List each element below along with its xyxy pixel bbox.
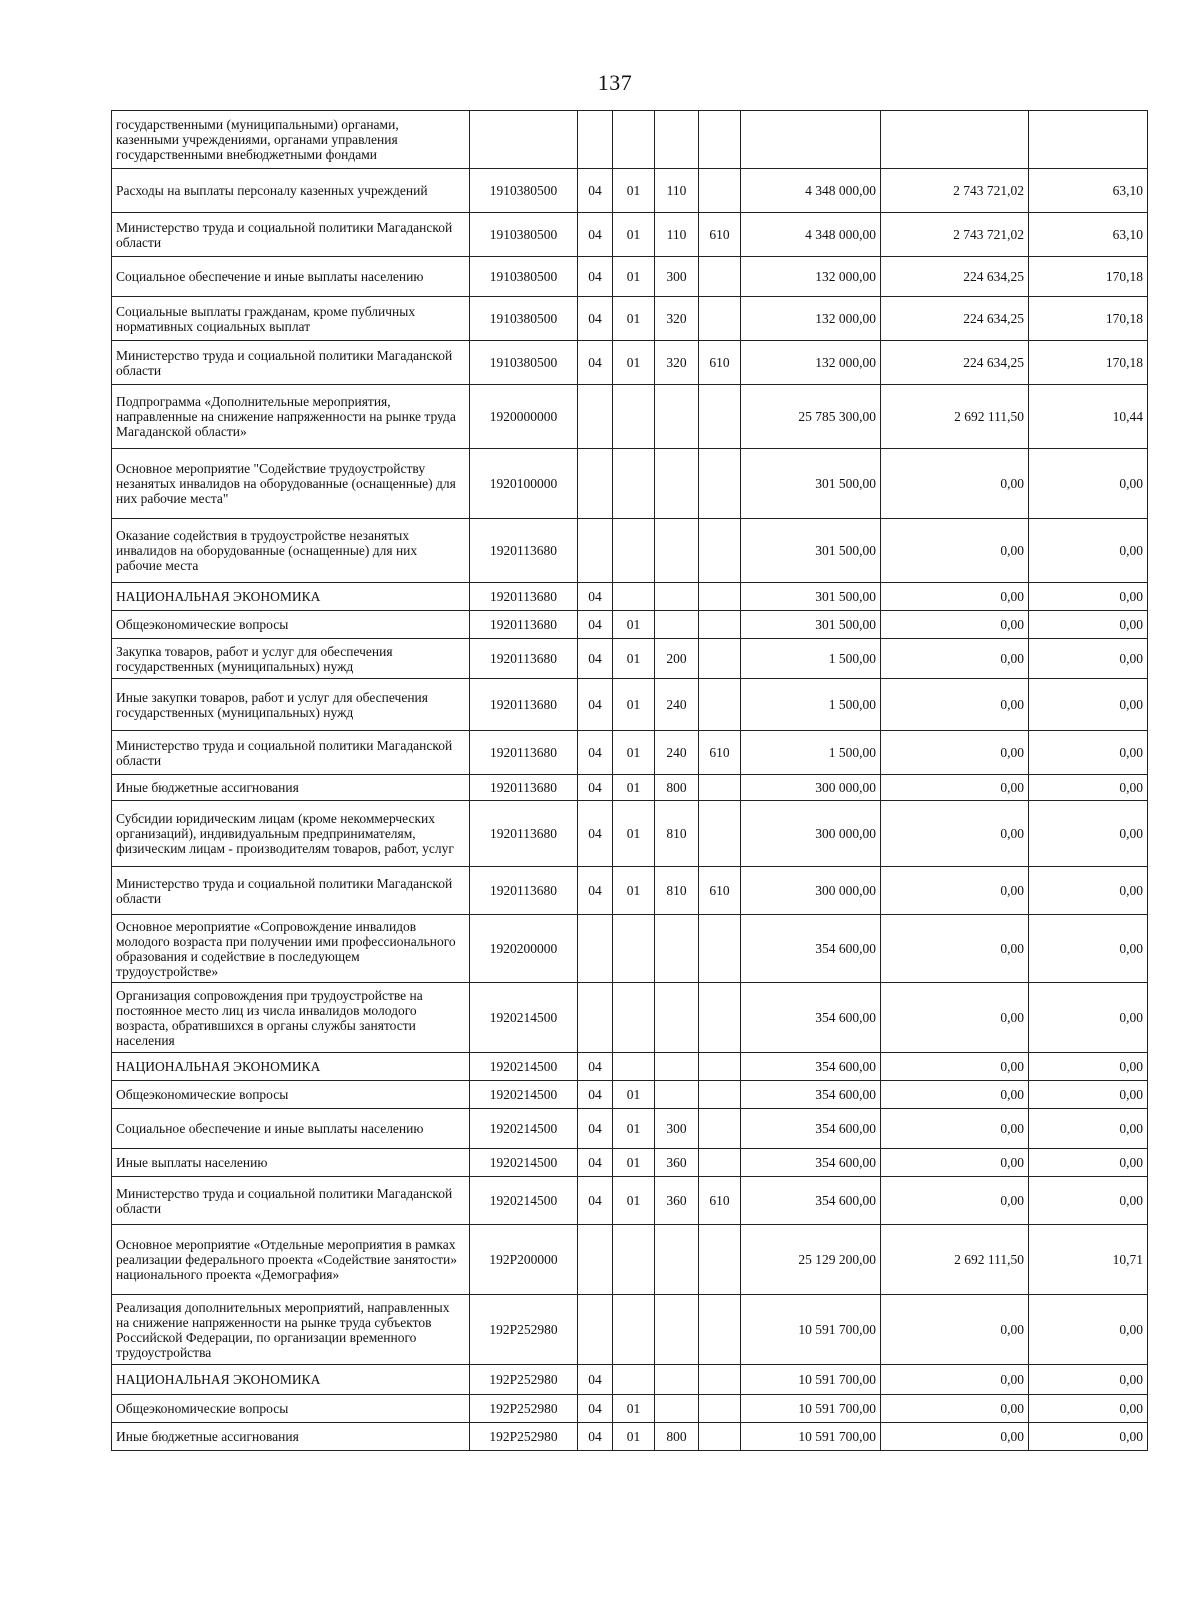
subsection-code — [613, 1295, 655, 1365]
subsection-code: 01 — [613, 341, 655, 385]
subsection-code: 01 — [613, 1177, 655, 1225]
subsection-code — [613, 385, 655, 449]
execution-percent: 170,18 — [1029, 257, 1148, 297]
table-row — [112, 731, 1148, 775]
table-row — [112, 583, 1148, 611]
department-code — [699, 775, 741, 801]
section-code — [578, 1225, 613, 1295]
department-code — [699, 297, 741, 341]
target-article-code — [470, 111, 578, 169]
plan-amount: 132 000,00 — [741, 257, 881, 297]
subsection-code: 01 — [613, 731, 655, 775]
row-name: Министерство труда и социальной политики Магаданской области — [112, 341, 470, 385]
subsection-code — [613, 111, 655, 169]
plan-amount: 301 500,00 — [741, 519, 881, 583]
expense-type-code: 110 — [655, 213, 699, 257]
target-article-code: 1920113680 — [470, 639, 578, 679]
execution-percent: 0,00 — [1029, 1109, 1148, 1149]
target-article-code: 192P252980 — [470, 1295, 578, 1365]
expense-type-code: 360 — [655, 1149, 699, 1177]
table-row — [112, 449, 1148, 519]
section-code: 04 — [578, 1365, 613, 1395]
subsection-code: 01 — [613, 257, 655, 297]
row-name: НАЦИОНАЛЬНАЯ ЭКОНОМИКА — [112, 1365, 470, 1395]
table-row — [112, 213, 1148, 257]
actual-amount: 0,00 — [881, 801, 1029, 867]
subsection-code: 01 — [613, 867, 655, 915]
section-code: 04 — [578, 731, 613, 775]
table-body — [112, 111, 1148, 1451]
target-article-code: 1920113680 — [470, 519, 578, 583]
section-code — [578, 983, 613, 1053]
expense-type-code: 320 — [655, 341, 699, 385]
execution-percent: 10,44 — [1029, 385, 1148, 449]
department-code — [699, 257, 741, 297]
expense-type-code — [655, 385, 699, 449]
target-article-code: 1920113680 — [470, 731, 578, 775]
plan-amount: 301 500,00 — [741, 583, 881, 611]
table-row — [112, 297, 1148, 341]
subsection-code: 01 — [613, 679, 655, 731]
table-row — [112, 1053, 1148, 1081]
subsection-code: 01 — [613, 1081, 655, 1109]
row-name: Иные закупки товаров, работ и услуг для обеспечения государственных (муниципальных) нужд — [112, 679, 470, 731]
row-name: Социальное обеспечение и иные выплаты населению — [112, 1109, 470, 1149]
row-name: Оказание содействия в трудоустройстве незанятых инвалидов на оборудованные (оснащенные) для них рабочие места — [112, 519, 470, 583]
execution-percent: 0,00 — [1029, 915, 1148, 983]
row-name: Министерство труда и социальной политики Магаданской области — [112, 731, 470, 775]
row-name: Общеэкономические вопросы — [112, 1395, 470, 1423]
target-article-code: 1920214500 — [470, 983, 578, 1053]
table-row — [112, 1177, 1148, 1225]
subsection-code — [613, 519, 655, 583]
plan-amount: 354 600,00 — [741, 1081, 881, 1109]
actual-amount: 0,00 — [881, 1053, 1029, 1081]
target-article-code: 1920113680 — [470, 801, 578, 867]
row-name: Подпрограмма «Дополнительные мероприятия, направленные на снижение напряженности на рынке труда Магаданской области» — [112, 385, 470, 449]
page-number: 137 — [597, 70, 633, 95]
table-row — [112, 1225, 1148, 1295]
execution-percent — [1029, 111, 1148, 169]
subsection-code: 01 — [613, 1109, 655, 1149]
subsection-code: 01 — [613, 1149, 655, 1177]
department-code — [699, 983, 741, 1053]
section-code: 04 — [578, 297, 613, 341]
execution-percent: 0,00 — [1029, 679, 1148, 731]
expense-type-code — [655, 111, 699, 169]
actual-amount: 0,00 — [881, 519, 1029, 583]
target-article-code: 1920113680 — [470, 867, 578, 915]
expense-type-code: 810 — [655, 867, 699, 915]
execution-percent: 0,00 — [1029, 1295, 1148, 1365]
actual-amount: 2 692 111,50 — [881, 385, 1029, 449]
department-code — [699, 801, 741, 867]
execution-percent: 0,00 — [1029, 867, 1148, 915]
section-code: 04 — [578, 801, 613, 867]
expense-type-code: 240 — [655, 731, 699, 775]
department-code — [699, 1053, 741, 1081]
expense-type-code — [655, 915, 699, 983]
expense-type-code: 810 — [655, 801, 699, 867]
plan-amount: 4 348 000,00 — [741, 213, 881, 257]
expense-type-code: 300 — [655, 257, 699, 297]
table-row — [112, 983, 1148, 1053]
actual-amount: 0,00 — [881, 1177, 1029, 1225]
expense-type-code — [655, 583, 699, 611]
target-article-code: 1920000000 — [470, 385, 578, 449]
row-name: Основное мероприятие «Сопровождение инвалидов молодого возраста при получении ими профессионального образования и содействие в последующем трудоустройстве» — [112, 915, 470, 983]
actual-amount: 0,00 — [881, 1295, 1029, 1365]
target-article-code: 1920200000 — [470, 915, 578, 983]
target-article-code: 192P252980 — [470, 1423, 578, 1451]
table-row — [112, 1365, 1148, 1395]
section-code: 04 — [578, 867, 613, 915]
budget-table — [111, 110, 1148, 1451]
department-code — [699, 1109, 741, 1149]
target-article-code: 1910380500 — [470, 297, 578, 341]
row-name: Основное мероприятие "Содействие трудоустройству незанятых инвалидов на оборудованные (оснащенные) для них рабочие места" — [112, 449, 470, 519]
table-row — [112, 169, 1148, 213]
execution-percent: 0,00 — [1029, 519, 1148, 583]
section-code — [578, 915, 613, 983]
expense-type-code: 300 — [655, 1109, 699, 1149]
actual-amount: 0,00 — [881, 775, 1029, 801]
table-row — [112, 801, 1148, 867]
subsection-code: 01 — [613, 611, 655, 639]
execution-percent: 63,10 — [1029, 213, 1148, 257]
row-name: Министерство труда и социальной политики Магаданской области — [112, 1177, 470, 1225]
subsection-code: 01 — [613, 169, 655, 213]
expense-type-code — [655, 1365, 699, 1395]
section-code: 04 — [578, 775, 613, 801]
subsection-code — [613, 983, 655, 1053]
execution-percent: 0,00 — [1029, 639, 1148, 679]
section-code: 04 — [578, 257, 613, 297]
target-article-code: 1920214500 — [470, 1177, 578, 1225]
section-code: 04 — [578, 1395, 613, 1423]
subsection-code: 01 — [613, 297, 655, 341]
plan-amount: 301 500,00 — [741, 449, 881, 519]
subsection-code: 01 — [613, 801, 655, 867]
target-article-code: 1920214500 — [470, 1109, 578, 1149]
plan-amount — [741, 111, 881, 169]
execution-percent: 0,00 — [1029, 1365, 1148, 1395]
table-row — [112, 639, 1148, 679]
section-code: 04 — [578, 1053, 613, 1081]
actual-amount: 0,00 — [881, 449, 1029, 519]
execution-percent: 0,00 — [1029, 1081, 1148, 1109]
plan-amount: 132 000,00 — [741, 341, 881, 385]
actual-amount: 0,00 — [881, 983, 1029, 1053]
department-code — [699, 519, 741, 583]
department-code — [699, 583, 741, 611]
target-article-code: 1910380500 — [470, 169, 578, 213]
execution-percent: 170,18 — [1029, 341, 1148, 385]
actual-amount: 224 634,25 — [881, 257, 1029, 297]
plan-amount: 10 591 700,00 — [741, 1295, 881, 1365]
execution-percent: 0,00 — [1029, 611, 1148, 639]
execution-percent: 0,00 — [1029, 583, 1148, 611]
table-row — [112, 519, 1148, 583]
expense-type-code: 800 — [655, 775, 699, 801]
department-code — [699, 111, 741, 169]
table-row — [112, 257, 1148, 297]
expense-type-code — [655, 449, 699, 519]
actual-amount: 224 634,25 — [881, 297, 1029, 341]
actual-amount: 0,00 — [881, 679, 1029, 731]
table-row — [112, 385, 1148, 449]
row-name: Министерство труда и социальной политики Магаданской области — [112, 213, 470, 257]
target-article-code: 1910380500 — [470, 257, 578, 297]
plan-amount: 300 000,00 — [741, 801, 881, 867]
execution-percent: 10,71 — [1029, 1225, 1148, 1295]
target-article-code: 1920113680 — [470, 583, 578, 611]
row-name: Иные бюджетные ассигнования — [112, 775, 470, 801]
row-name: Социальное обеспечение и иные выплаты населению — [112, 257, 470, 297]
row-name: Реализация дополнительных мероприятий, направленных на снижение напряженности на рынке труда субъектов Российской Федерации, по организации временного трудоустройства — [112, 1295, 470, 1365]
actual-amount: 0,00 — [881, 915, 1029, 983]
department-code — [699, 1395, 741, 1423]
department-code — [699, 1365, 741, 1395]
row-name: Общеэкономические вопросы — [112, 611, 470, 639]
table-row — [112, 915, 1148, 983]
expense-type-code — [655, 519, 699, 583]
row-name: НАЦИОНАЛЬНАЯ ЭКОНОМИКА — [112, 583, 470, 611]
expense-type-code — [655, 611, 699, 639]
subsection-code — [613, 915, 655, 983]
section-code: 04 — [578, 1423, 613, 1451]
subsection-code: 01 — [613, 639, 655, 679]
target-article-code: 1910380500 — [470, 341, 578, 385]
expense-type-code — [655, 1053, 699, 1081]
section-code — [578, 111, 613, 169]
department-code: 610 — [699, 213, 741, 257]
target-article-code: 1920214500 — [470, 1149, 578, 1177]
section-code: 04 — [578, 679, 613, 731]
subsection-code: 01 — [613, 1423, 655, 1451]
table-row — [112, 1295, 1148, 1365]
expense-type-code: 200 — [655, 639, 699, 679]
target-article-code: 1920113680 — [470, 679, 578, 731]
expense-type-code: 800 — [655, 1423, 699, 1451]
expense-type-code — [655, 1225, 699, 1295]
plan-amount: 300 000,00 — [741, 775, 881, 801]
execution-percent: 0,00 — [1029, 1149, 1148, 1177]
department-code — [699, 169, 741, 213]
plan-amount: 301 500,00 — [741, 611, 881, 639]
plan-amount: 10 591 700,00 — [741, 1395, 881, 1423]
plan-amount: 4 348 000,00 — [741, 169, 881, 213]
department-code — [699, 385, 741, 449]
table-row — [112, 1423, 1148, 1451]
department-code — [699, 639, 741, 679]
actual-amount — [881, 111, 1029, 169]
section-code — [578, 1295, 613, 1365]
table-row — [112, 611, 1148, 639]
plan-amount: 10 591 700,00 — [741, 1365, 881, 1395]
subsection-code — [613, 1225, 655, 1295]
department-code — [699, 1081, 741, 1109]
expense-type-code: 110 — [655, 169, 699, 213]
actual-amount: 2 743 721,02 — [881, 213, 1029, 257]
execution-percent: 0,00 — [1029, 731, 1148, 775]
plan-amount: 354 600,00 — [741, 983, 881, 1053]
section-code: 04 — [578, 1149, 613, 1177]
execution-percent: 0,00 — [1029, 775, 1148, 801]
section-code: 04 — [578, 1109, 613, 1149]
expense-type-code: 240 — [655, 679, 699, 731]
row-name: Расходы на выплаты персоналу казенных учреждений — [112, 169, 470, 213]
section-code — [578, 449, 613, 519]
actual-amount: 0,00 — [881, 1081, 1029, 1109]
table-row — [112, 341, 1148, 385]
actual-amount: 2 743 721,02 — [881, 169, 1029, 213]
department-code — [699, 1149, 741, 1177]
section-code: 04 — [578, 583, 613, 611]
actual-amount: 0,00 — [881, 583, 1029, 611]
actual-amount: 0,00 — [881, 1395, 1029, 1423]
table-row — [112, 1109, 1148, 1149]
subsection-code — [613, 1053, 655, 1081]
actual-amount: 0,00 — [881, 1365, 1029, 1395]
plan-amount: 354 600,00 — [741, 915, 881, 983]
department-code: 610 — [699, 867, 741, 915]
row-name: государственными (муниципальными) органами, казенными учреждениями, органами управления государственными внебюджетными фондами — [112, 111, 470, 169]
expense-type-code: 320 — [655, 297, 699, 341]
table-row — [112, 1081, 1148, 1109]
plan-amount: 1 500,00 — [741, 731, 881, 775]
plan-amount: 354 600,00 — [741, 1053, 881, 1081]
actual-amount: 0,00 — [881, 1149, 1029, 1177]
section-code: 04 — [578, 213, 613, 257]
plan-amount: 25 785 300,00 — [741, 385, 881, 449]
table-row — [112, 867, 1148, 915]
plan-amount: 300 000,00 — [741, 867, 881, 915]
plan-amount: 354 600,00 — [741, 1177, 881, 1225]
plan-amount: 1 500,00 — [741, 679, 881, 731]
row-name: Основное мероприятие «Отдельные мероприятия в рамках реализации федерального проекта «Содействие занятости» национального проекта «Демография» — [112, 1225, 470, 1295]
section-code: 04 — [578, 341, 613, 385]
expense-type-code — [655, 1295, 699, 1365]
section-code — [578, 385, 613, 449]
plan-amount: 132 000,00 — [741, 297, 881, 341]
section-code: 04 — [578, 1177, 613, 1225]
row-name: Иные выплаты населению — [112, 1149, 470, 1177]
expense-type-code — [655, 1081, 699, 1109]
department-code: 610 — [699, 731, 741, 775]
table-row — [112, 775, 1148, 801]
section-code: 04 — [578, 611, 613, 639]
row-name: Иные бюджетные ассигнования — [112, 1423, 470, 1451]
target-article-code: 1920214500 — [470, 1053, 578, 1081]
department-code: 610 — [699, 1177, 741, 1225]
target-article-code: 192P252980 — [470, 1365, 578, 1395]
execution-percent: 63,10 — [1029, 169, 1148, 213]
table-row — [112, 679, 1148, 731]
row-name: Социальные выплаты гражданам, кроме публичных нормативных социальных выплат — [112, 297, 470, 341]
row-name: Закупка товаров, работ и услуг для обеспечения государственных (муниципальных) нужд — [112, 639, 470, 679]
department-code — [699, 449, 741, 519]
row-name: Субсидии юридическим лицам (кроме некоммерческих организаций), индивидуальным предпринимателям, физическим лицам - производителям товаров, работ, услуг — [112, 801, 470, 867]
department-code: 610 — [699, 341, 741, 385]
subsection-code — [613, 1365, 655, 1395]
execution-percent: 0,00 — [1029, 1423, 1148, 1451]
department-code — [699, 679, 741, 731]
section-code: 04 — [578, 169, 613, 213]
expense-type-code: 360 — [655, 1177, 699, 1225]
execution-percent: 0,00 — [1029, 1395, 1148, 1423]
department-code — [699, 1295, 741, 1365]
department-code — [699, 1423, 741, 1451]
subsection-code — [613, 583, 655, 611]
target-article-code: 192P200000 — [470, 1225, 578, 1295]
subsection-code: 01 — [613, 213, 655, 257]
actual-amount: 224 634,25 — [881, 341, 1029, 385]
table-row — [112, 1149, 1148, 1177]
execution-percent: 0,00 — [1029, 1053, 1148, 1081]
actual-amount: 0,00 — [881, 611, 1029, 639]
target-article-code: 1920100000 — [470, 449, 578, 519]
table-row — [112, 111, 1148, 169]
row-name: Общеэкономические вопросы — [112, 1081, 470, 1109]
actual-amount: 0,00 — [881, 639, 1029, 679]
expense-type-code — [655, 1395, 699, 1423]
subsection-code — [613, 449, 655, 519]
actual-amount: 0,00 — [881, 1109, 1029, 1149]
target-article-code: 1910380500 — [470, 213, 578, 257]
plan-amount: 354 600,00 — [741, 1149, 881, 1177]
row-name: НАЦИОНАЛЬНАЯ ЭКОНОМИКА — [112, 1053, 470, 1081]
row-name: Организация сопровождения при трудоустройстве на постоянное место лиц из числа инвалидов молодого возраста, обратившихся в органы службы занятости населения — [112, 983, 470, 1053]
actual-amount: 0,00 — [881, 867, 1029, 915]
target-article-code: 1920113680 — [470, 611, 578, 639]
department-code — [699, 611, 741, 639]
plan-amount: 1 500,00 — [741, 639, 881, 679]
section-code — [578, 519, 613, 583]
actual-amount: 0,00 — [881, 731, 1029, 775]
department-code — [699, 915, 741, 983]
target-article-code: 1920113680 — [470, 775, 578, 801]
table-row — [112, 1395, 1148, 1423]
plan-amount: 10 591 700,00 — [741, 1423, 881, 1451]
section-code: 04 — [578, 1081, 613, 1109]
execution-percent: 0,00 — [1029, 1177, 1148, 1225]
execution-percent: 0,00 — [1029, 449, 1148, 519]
plan-amount: 354 600,00 — [741, 1109, 881, 1149]
actual-amount: 2 692 111,50 — [881, 1225, 1029, 1295]
actual-amount: 0,00 — [881, 1423, 1029, 1451]
target-article-code: 1920214500 — [470, 1081, 578, 1109]
plan-amount: 25 129 200,00 — [741, 1225, 881, 1295]
section-code: 04 — [578, 639, 613, 679]
row-name: Министерство труда и социальной политики Магаданской области — [112, 867, 470, 915]
subsection-code: 01 — [613, 1395, 655, 1423]
execution-percent: 170,18 — [1029, 297, 1148, 341]
execution-percent: 0,00 — [1029, 983, 1148, 1053]
target-article-code: 192P252980 — [470, 1395, 578, 1423]
department-code — [699, 1225, 741, 1295]
execution-percent: 0,00 — [1029, 801, 1148, 867]
subsection-code: 01 — [613, 775, 655, 801]
expense-type-code — [655, 983, 699, 1053]
